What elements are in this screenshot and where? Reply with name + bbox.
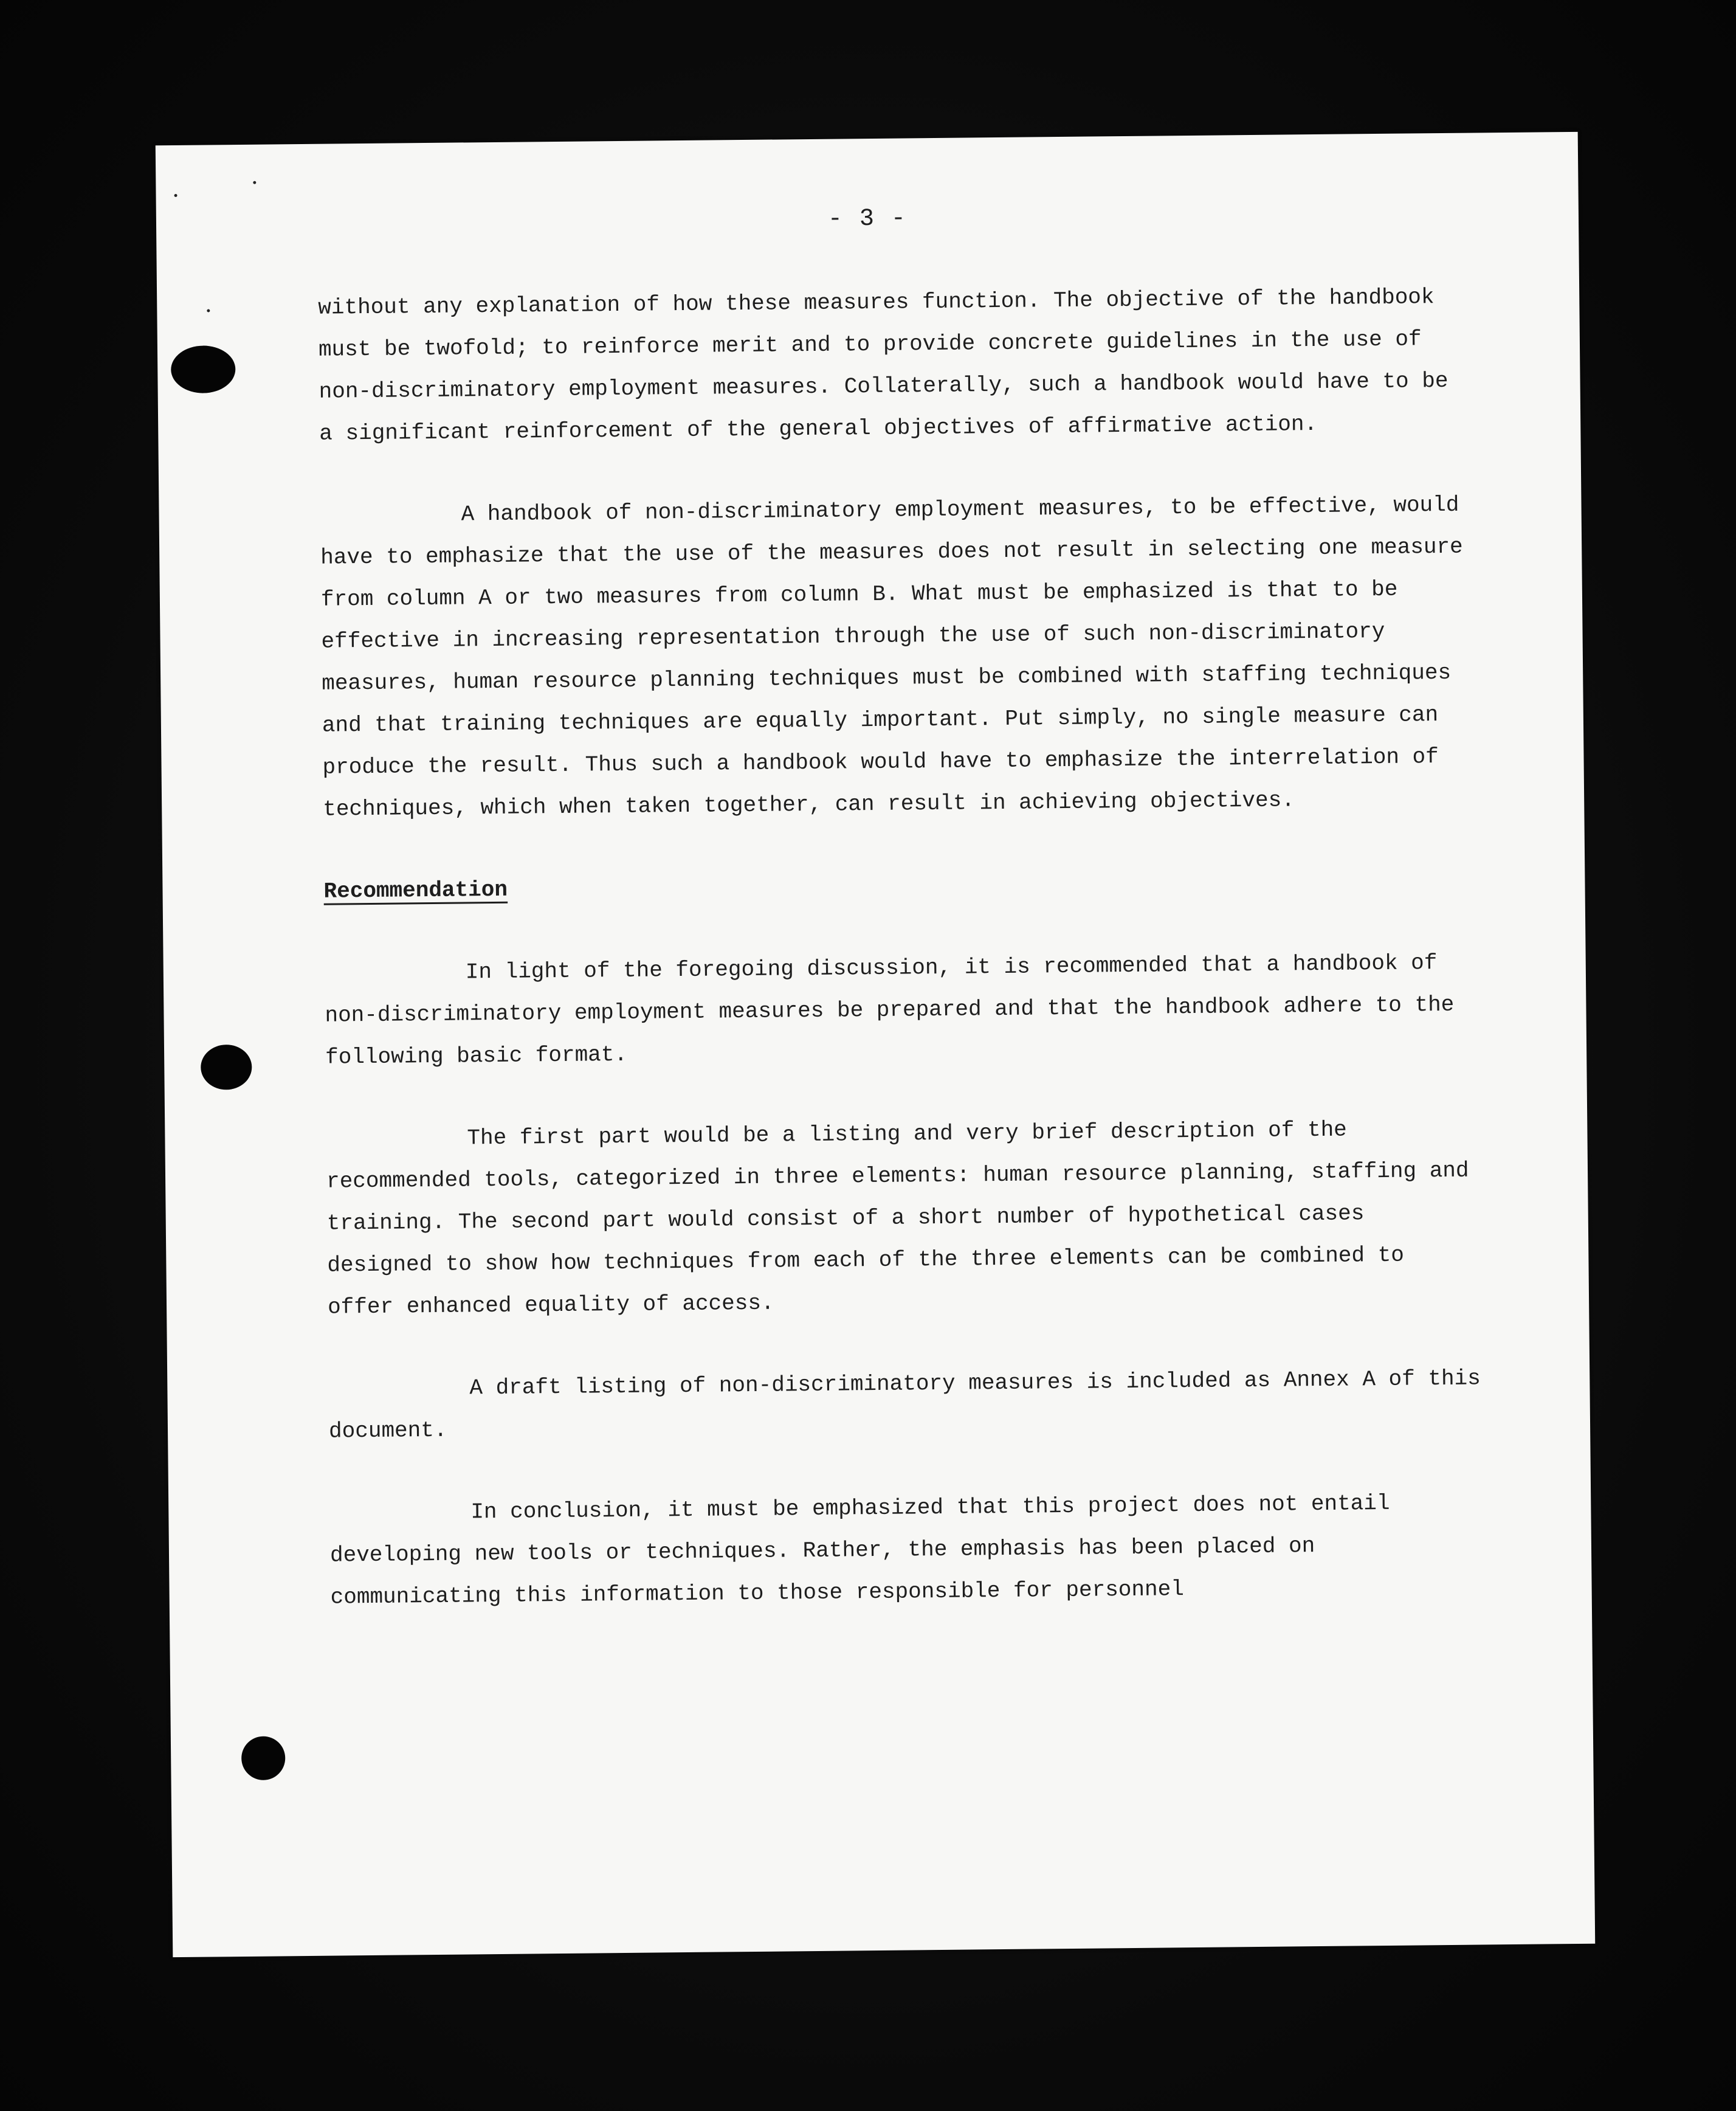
paragraph: In conclusion, it must be emphasized that this project does not entail developing new tools or techniques. Rather, the emphasis has been placed on communicating this information to those responsible for personnel [329, 1490, 1390, 1610]
paragraph: without any explanation of how these measures function. The objective of the handbook must be twofold; to reinforce merit and to provide concrete guidelines in the use of non-discriminatory employment measures. Collaterally, such a handbook would have to be a significant reinforcement of the general objectives of affirmative action. [318, 285, 1448, 446]
punch-hole [171, 345, 236, 393]
section-heading: Recommendation [323, 877, 508, 904]
page-number: - 3 - [827, 205, 908, 233]
paragraph: A draft listing of non-discriminatory measures is included as Annex A of this document. [328, 1366, 1481, 1444]
paragraph: The first part would be a listing and very brief description of the recommended tools, categorized in three elements: human resource planning, staffing and training. The second part would consist of a short number of hypothetical cases designed to show how techniques from each of the three elements can be combined to offer enhanced equality of access. [326, 1117, 1469, 1320]
punch-hole [201, 1045, 252, 1090]
punch-hole [241, 1736, 286, 1780]
scan-speck [207, 309, 210, 312]
document-body [318, 276, 1486, 1659]
paragraph: A handbook of non-discriminatory employment measures, to be effective, would have to emphasize that the use of the measures does not result in selecting one measure from column A or two measures from column B. What must be emphasized is that to be effective in increasing representation through the use of such non-discriminatory measures, human resource planning techniques must be combined with staffing techniques and that training techniques are equally important. Put simply, no single measure can produce the result. Thus such a handbook would have to emphasize the interrelation of techniques, which when taken together, can result in achieving objectives. [320, 492, 1463, 822]
scan-speck [253, 181, 256, 184]
scan-speck [174, 194, 177, 197]
document-page [156, 132, 1595, 1957]
paragraph: In light of the foregoing discussion, it is recommended that a handbook of non-discriminatory employment measures be prepared and that the handbook adhere to the following basic format. [325, 950, 1455, 1070]
